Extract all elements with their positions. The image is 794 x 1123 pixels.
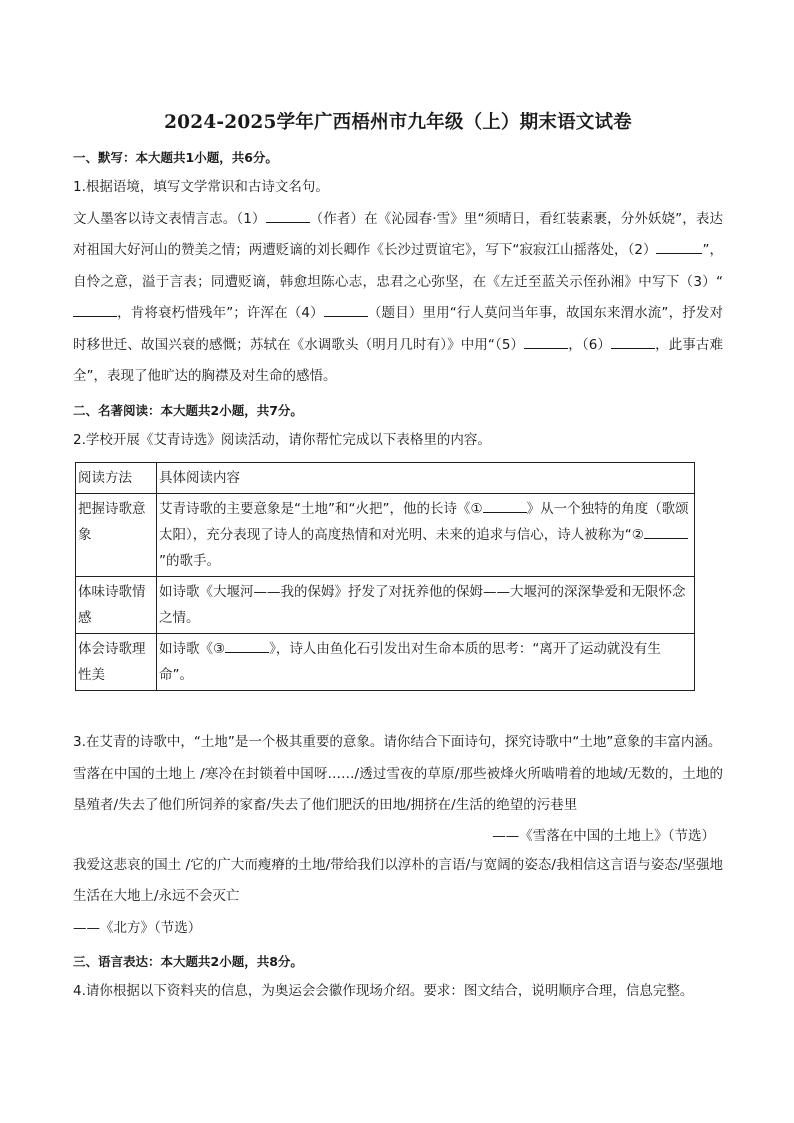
poem-excerpt-2: 我爱这悲哀的国土 /它的广大而瘦瘠的土地/带给我们以淳朴的言语/与宽阔的姿态/我相信这言语与姿态/坚强地生活在大地上/永远不会灭亡: [73, 856, 723, 904]
poem-source-1: ——《雪落在中国的土地上》（节选）: [492, 827, 715, 844]
table-row: [76, 634, 695, 691]
q1-text-1: 文人墨客以诗文表情言志。（1）: [73, 210, 266, 227]
question-3-prompt: 3.在艾青的诗歌中，“土地”是一个极其重要的意象。请你结合下面诗句，探究诗歌中“土地”意象的丰富内涵。: [73, 734, 722, 750]
q1-text-5: （题目）里用“行人莫问当年事，故国东来渭水流”，抒发对时移世迁、故国兴衰的感慨；苏轼在《水调歌头（明月几时有）》中用“（5）: [73, 305, 723, 353]
answer-blank-1[interactable]: [266, 208, 310, 223]
reading-table: [75, 462, 695, 691]
cell-text: ”的歌手。: [159, 553, 220, 569]
answer-blank-5[interactable]: [524, 334, 568, 349]
section-header-3: 三、语言表达：本大题共2小题，共8分。: [73, 954, 303, 969]
cell-text: 》，诗人由鱼化石引发出对生命本质的思考：“离开了运动就没有生命”。: [159, 641, 661, 683]
q1-text-6: ，（6）: [568, 336, 611, 353]
table-cell-method: 体味诗歌情感: [76, 577, 157, 634]
q1-text-2: （作者）在《沁园春·雪》里“须晴日，看红装素裹，分外妖娆”，表达对祖国大好河山的赞美之情；两遭贬谪的刘长卿作《长沙过贾谊宅》，写下“寂寂江山摇落处，（2）: [73, 210, 724, 258]
cell-text: 艾青诗歌的主要意象是“土地”和“火把”，他的长诗《①: [159, 501, 483, 517]
answer-blank-table-3[interactable]: [225, 638, 269, 653]
table-header-content: 具体阅读内容: [157, 463, 695, 494]
question-4-prompt: 4.请你根据以下资料夹的信息，为奥运会会徽作现场介绍。要求：图文结合，说明顺序合理，信息完整。: [73, 983, 694, 999]
spacer: [73, 691, 723, 727]
table-cell-method: 体会诗歌理性美: [76, 634, 157, 691]
question-1-prompt: 1.根据语境，填写文学常识和古诗文名句。: [73, 179, 329, 195]
question-2-prompt: 2.学校开展《艾青诗选》阅读活动，请你帮忙完成以下表格里的内容。: [73, 431, 491, 448]
table-cell-content: [157, 634, 695, 691]
section-header-2: 二、名著阅读：本大题共2小题，共7分。: [73, 402, 303, 418]
table-cell-content: 如诗歌《大堰河——我的保姆》抒发了对抚养他的保姆——大堰河的深深挚爱和无限怀念之情。: [157, 577, 695, 634]
q1-text-4: ，肯将衰朽惜残年”；许浑在（4）: [117, 305, 324, 321]
poem-excerpt-1: 雪落在中国的土地上 /寒冷在封锁着中国呀……/透过雪夜的草原/那些被烽火所啮啃着的地域/无数的，土地的垦殖者/失去了他们所饲养的家畜/失去了他们肥沃的田地/拥挤在/生活的绝望的污巷里: [73, 765, 723, 813]
answer-blank-table-1[interactable]: [483, 498, 527, 513]
cell-text: 如诗歌《③: [159, 641, 226, 657]
exam-page: [73, 100, 723, 1008]
q1-text-3: ”，自怜之意，溢于言表；同遭贬谪，韩愈坦陈心志，忠君之心弥坚，在《左迁至蓝关示侄孙湘》中写下（3）“: [73, 242, 723, 290]
section-header-1: 一、默写：本大题共1小题，共6分。: [73, 150, 278, 165]
table-row: [76, 494, 695, 577]
cell-text: 》从一个独特的角度（歌颂太阳），充分表现了诗人的高度热情和对光明、未来的追求与信心，诗人被称为“②: [159, 501, 689, 543]
q1-text-7: ，此事古难全”，表现了他旷达的胸襟及对生命的感悟。: [73, 336, 724, 384]
answer-blank-table-2[interactable]: [644, 524, 688, 539]
question-1-body: [73, 204, 723, 393]
page-title: 2024-2025学年广西梧州市九年级（上）期末语文试卷: [164, 112, 632, 133]
answer-blank-3[interactable]: [73, 302, 117, 317]
table-cell-content: [157, 494, 695, 577]
poem-source-2: ——《北方》（节选）: [73, 919, 202, 936]
table-cell-method: 把握诗歌意象: [76, 494, 157, 577]
table-header-method: 阅读方法: [76, 463, 157, 494]
table-header-row: [76, 463, 695, 494]
answer-blank-2[interactable]: [656, 239, 702, 254]
table-row: [76, 577, 695, 634]
answer-blank-6[interactable]: [611, 334, 655, 349]
answer-blank-4[interactable]: [324, 302, 368, 317]
